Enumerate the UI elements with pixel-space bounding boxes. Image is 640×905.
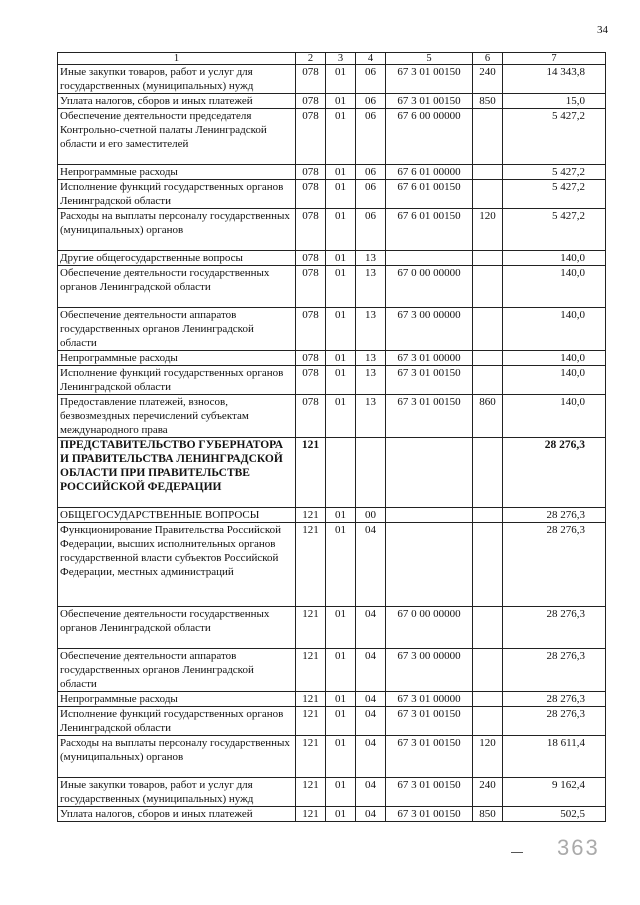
table-row (58, 649, 606, 692)
row-code-cell: 078 (296, 266, 326, 308)
row-amount-cell: 5 427,2 (503, 165, 606, 180)
row-code-cell: 04 (356, 807, 386, 822)
table-row (58, 180, 606, 209)
stamp-number: 363 (557, 835, 600, 860)
row-code-cell: 01 (326, 366, 356, 395)
row-code-cell (386, 438, 473, 508)
table-body (58, 65, 606, 822)
row-code-cell: 04 (356, 607, 386, 649)
row-name-cell: Уплата налогов, сборов и иных платежей (58, 807, 296, 822)
table-row (58, 308, 606, 351)
row-name-cell: Обеспечение деятельности государственных органов Ленинградской области (58, 266, 296, 308)
row-amount-cell: 28 276,3 (503, 438, 606, 508)
row-code-cell (473, 649, 503, 692)
column-header: 2 (296, 53, 326, 65)
row-code-cell: 67 3 01 00150 (386, 807, 473, 822)
row-code-cell (473, 692, 503, 707)
table-row (58, 94, 606, 109)
row-amount-cell: 9 162,4 (503, 778, 606, 807)
row-code-cell: 67 3 00 00000 (386, 308, 473, 351)
row-code-cell: 121 (296, 523, 326, 607)
row-code-cell: 121 (296, 438, 326, 508)
row-code-cell (473, 165, 503, 180)
row-code-cell: 078 (296, 395, 326, 438)
row-code-cell (473, 266, 503, 308)
page-number: 34 (597, 24, 608, 36)
row-code-cell: 01 (326, 778, 356, 807)
table-row (58, 65, 606, 94)
column-header: 3 (326, 53, 356, 65)
row-name-cell: Расходы на выплаты персоналу государственных (муниципальных) органов (58, 209, 296, 251)
row-code-cell: 01 (326, 736, 356, 778)
row-amount-cell: 140,0 (503, 251, 606, 266)
table-row (58, 165, 606, 180)
row-name-cell: Иные закупки товаров, работ и услуг для государственных (муниципальных) нужд (58, 65, 296, 94)
row-name-cell: ОБЩЕГОСУДАРСТВЕННЫЕ ВОПРОСЫ (58, 508, 296, 523)
row-name-cell: Иные закупки товаров, работ и услуг для государственных (муниципальных) нужд (58, 778, 296, 807)
budget-table (57, 52, 606, 822)
row-name-cell: Обеспечение деятельности председателя Контрольно-счетной палаты Ленинградской области и его заместителей (58, 109, 296, 165)
row-code-cell: 06 (356, 109, 386, 165)
table-row (58, 366, 606, 395)
row-code-cell: 04 (356, 736, 386, 778)
row-amount-cell: 28 276,3 (503, 508, 606, 523)
row-amount-cell: 28 276,3 (503, 649, 606, 692)
row-name-cell: Обеспечение деятельности аппаратов государственных органов Ленинградской области (58, 308, 296, 351)
row-code-cell: 121 (296, 692, 326, 707)
row-code-cell: 01 (326, 649, 356, 692)
table-row (58, 209, 606, 251)
row-name-cell: Исполнение функций государственных органов Ленинградской области (58, 366, 296, 395)
row-code-cell: 67 3 01 00150 (386, 94, 473, 109)
row-name-cell: Функционирование Правительства Российской Федерации, высших исполнительных органов государственной власти субъектов Российской Федерации, местных администраций (58, 523, 296, 607)
row-code-cell: 67 3 01 00150 (386, 707, 473, 736)
row-code-cell: 078 (296, 209, 326, 251)
table-row (58, 807, 606, 822)
row-code-cell (473, 308, 503, 351)
row-name-cell: Непрограммные расходы (58, 692, 296, 707)
row-code-cell: 01 (326, 266, 356, 308)
table-row (58, 438, 606, 508)
row-code-cell: 67 3 01 00150 (386, 736, 473, 778)
row-name-cell: Другие общегосударственные вопросы (58, 251, 296, 266)
row-code-cell: 06 (356, 209, 386, 251)
row-name-cell: Обеспечение деятельности государственных органов Ленинградской области (58, 607, 296, 649)
table-row (58, 251, 606, 266)
row-code-cell: 67 0 00 00000 (386, 607, 473, 649)
row-code-cell: 67 6 01 00150 (386, 209, 473, 251)
row-code-cell: 67 3 00 00000 (386, 649, 473, 692)
row-code-cell: 13 (356, 308, 386, 351)
row-code-cell: 121 (296, 778, 326, 807)
row-code-cell (473, 508, 503, 523)
row-code-cell: 121 (296, 607, 326, 649)
row-name-cell: ПРЕДСТАВИТЕЛЬСТВО ГУБЕРНАТОРА И ПРАВИТЕЛЬСТВА ЛЕНИНГРАДСКОЙ ОБЛАСТИ ПРИ ПРАВИТЕЛЬСТВЕ РОССИЙСКОЙ ФЕДЕРАЦИИ (58, 438, 296, 508)
row-amount-cell: 140,0 (503, 308, 606, 351)
row-code-cell: 078 (296, 109, 326, 165)
row-code-cell: 01 (326, 209, 356, 251)
row-code-cell (386, 251, 473, 266)
row-code-cell: 04 (356, 778, 386, 807)
footer-dash (511, 852, 523, 853)
row-code-cell: 01 (326, 180, 356, 209)
row-code-cell: 120 (473, 209, 503, 251)
row-code-cell: 67 3 01 00150 (386, 395, 473, 438)
row-amount-cell: 15,0 (503, 94, 606, 109)
table-row (58, 523, 606, 607)
row-name-cell: Уплата налогов, сборов и иных платежей (58, 94, 296, 109)
row-amount-cell: 140,0 (503, 395, 606, 438)
row-code-cell: 078 (296, 165, 326, 180)
row-amount-cell: 5 427,2 (503, 209, 606, 251)
row-code-cell: 13 (356, 351, 386, 366)
row-code-cell: 01 (326, 109, 356, 165)
row-code-cell: 01 (326, 308, 356, 351)
row-amount-cell: 28 276,3 (503, 707, 606, 736)
row-code-cell: 121 (296, 649, 326, 692)
row-name-cell: Непрограммные расходы (58, 165, 296, 180)
row-code-cell: 078 (296, 94, 326, 109)
row-code-cell: 240 (473, 65, 503, 94)
row-code-cell: 078 (296, 308, 326, 351)
row-amount-cell: 18 611,4 (503, 736, 606, 778)
table-row (58, 351, 606, 366)
table-row (58, 266, 606, 308)
row-code-cell: 01 (326, 395, 356, 438)
row-code-cell: 67 3 01 00150 (386, 65, 473, 94)
row-code-cell: 01 (326, 65, 356, 94)
row-amount-cell: 14 343,8 (503, 65, 606, 94)
row-code-cell: 67 6 01 00000 (386, 165, 473, 180)
row-amount-cell: 140,0 (503, 366, 606, 395)
row-code-cell (473, 351, 503, 366)
table-row (58, 109, 606, 165)
table-row (58, 692, 606, 707)
row-code-cell: 850 (473, 94, 503, 109)
row-code-cell: 078 (296, 251, 326, 266)
row-amount-cell: 140,0 (503, 351, 606, 366)
row-code-cell: 01 (326, 692, 356, 707)
row-code-cell: 078 (296, 351, 326, 366)
row-code-cell: 06 (356, 180, 386, 209)
row-code-cell: 01 (326, 508, 356, 523)
table-header-row (58, 53, 606, 65)
row-code-cell: 121 (296, 707, 326, 736)
row-code-cell: 13 (356, 266, 386, 308)
column-header: 7 (503, 53, 606, 65)
row-code-cell (473, 109, 503, 165)
table-row (58, 607, 606, 649)
row-code-cell: 13 (356, 395, 386, 438)
row-code-cell: 01 (326, 523, 356, 607)
table-row (58, 778, 606, 807)
row-code-cell: 01 (326, 807, 356, 822)
row-code-cell: 01 (326, 251, 356, 266)
row-code-cell: 06 (356, 65, 386, 94)
column-header: 5 (386, 53, 473, 65)
row-code-cell (473, 607, 503, 649)
row-code-cell: 13 (356, 366, 386, 395)
row-code-cell: 850 (473, 807, 503, 822)
row-code-cell: 078 (296, 180, 326, 209)
row-code-cell: 04 (356, 649, 386, 692)
row-name-cell: Исполнение функций государственных органов Ленинградской области (58, 707, 296, 736)
row-code-cell: 078 (296, 65, 326, 94)
row-amount-cell: 5 427,2 (503, 109, 606, 165)
row-name-cell: Обеспечение деятельности аппаратов государственных органов Ленинградской области (58, 649, 296, 692)
row-code-cell (386, 523, 473, 607)
row-code-cell: 67 3 01 00150 (386, 366, 473, 395)
row-code-cell (473, 366, 503, 395)
row-code-cell: 01 (326, 351, 356, 366)
row-code-cell: 67 3 01 00150 (386, 778, 473, 807)
row-code-cell (473, 180, 503, 209)
row-code-cell: 00 (356, 508, 386, 523)
table-row (58, 395, 606, 438)
row-code-cell: 121 (296, 508, 326, 523)
row-name-cell: Исполнение функций государственных органов Ленинградской области (58, 180, 296, 209)
row-code-cell: 04 (356, 707, 386, 736)
row-code-cell: 01 (326, 707, 356, 736)
row-code-cell: 01 (326, 94, 356, 109)
row-code-cell: 04 (356, 692, 386, 707)
row-code-cell: 01 (326, 165, 356, 180)
row-code-cell: 04 (356, 523, 386, 607)
table-row (58, 736, 606, 778)
table-row (58, 508, 606, 523)
row-amount-cell: 5 427,2 (503, 180, 606, 209)
row-name-cell: Непрограммные расходы (58, 351, 296, 366)
row-code-cell: 67 6 01 00150 (386, 180, 473, 209)
row-code-cell: 240 (473, 778, 503, 807)
row-code-cell: 06 (356, 165, 386, 180)
row-code-cell: 01 (326, 607, 356, 649)
row-name-cell: Предоставление платежей, взносов, безвозмездных перечислений субъектам международного права (58, 395, 296, 438)
column-header: 4 (356, 53, 386, 65)
row-code-cell: 121 (296, 807, 326, 822)
row-amount-cell: 28 276,3 (503, 523, 606, 607)
row-code-cell: 06 (356, 94, 386, 109)
row-code-cell (356, 438, 386, 508)
column-header: 1 (58, 53, 296, 65)
row-amount-cell: 140,0 (503, 266, 606, 308)
row-name-cell: Расходы на выплаты персоналу государственных (муниципальных) органов (58, 736, 296, 778)
row-code-cell: 120 (473, 736, 503, 778)
row-code-cell (473, 438, 503, 508)
row-code-cell: 67 3 01 00000 (386, 692, 473, 707)
row-code-cell: 860 (473, 395, 503, 438)
row-amount-cell: 28 276,3 (503, 607, 606, 649)
row-code-cell: 121 (296, 736, 326, 778)
row-amount-cell: 28 276,3 (503, 692, 606, 707)
table-row (58, 707, 606, 736)
row-code-cell: 13 (356, 251, 386, 266)
column-header: 6 (473, 53, 503, 65)
row-code-cell (386, 508, 473, 523)
row-code-cell (473, 523, 503, 607)
row-code-cell: 67 6 00 00000 (386, 109, 473, 165)
row-code-cell (473, 251, 503, 266)
row-code-cell: 67 0 00 00000 (386, 266, 473, 308)
row-code-cell: 078 (296, 366, 326, 395)
row-code-cell (326, 438, 356, 508)
row-code-cell: 67 3 01 00000 (386, 351, 473, 366)
row-code-cell (473, 707, 503, 736)
row-amount-cell: 502,5 (503, 807, 606, 822)
